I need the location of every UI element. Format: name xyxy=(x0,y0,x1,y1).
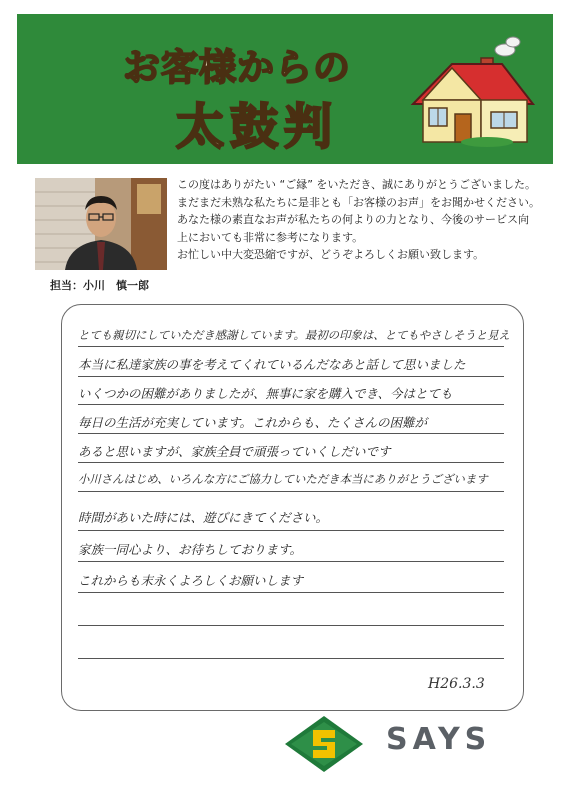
testimonial-line: あると思いますが、家族全員で頑張っていくしだいです xyxy=(78,444,391,459)
ruled-line xyxy=(78,530,504,531)
ruled-line xyxy=(78,433,504,434)
testimonial-line: これからも末永くよろしくお願いします xyxy=(78,573,304,588)
house-icon xyxy=(407,34,537,150)
testimonial-line: 小川さんはじめ、いろんな方にご協力していただき本当にありがとうございます xyxy=(78,472,488,486)
intro-line: お忙しい中大変恐縮ですが、どうぞよろしくお願い致します。 xyxy=(177,248,485,262)
ruled-line xyxy=(78,491,504,492)
ruled-line xyxy=(78,592,504,593)
page-title-line1: お客様からの xyxy=(123,46,351,89)
testimonial-line: とても親切にしていただき感謝しています。最初の印象は、とてもやさしそうと見え xyxy=(78,328,510,342)
intro-line: まだまだ未熟な私たちに是非とも「お客様のお声」をお聞かせください。 xyxy=(177,195,540,209)
ruled-line xyxy=(78,462,504,463)
says-logo-icon xyxy=(283,714,365,774)
ruled-line xyxy=(78,404,504,405)
page-title-line2: 太鼓判 xyxy=(176,99,339,155)
ruled-line xyxy=(78,658,504,659)
testimonial-date: H26.3.3 xyxy=(428,676,485,692)
ruled-line xyxy=(78,376,504,377)
testimonial-line: 家族一同心より、お待ちしております。 xyxy=(78,542,303,557)
intro-line: あなた様の素直なお声が私たちの何よりの力となり、今後のサービス向 xyxy=(177,213,529,227)
testimonial-line: 本当に私達家族の事を考えてくれているんだなあと話して思いました xyxy=(78,357,466,372)
testimonial-line: 時間があいた時には、遊びにきてください。 xyxy=(78,510,329,525)
ruled-line xyxy=(78,561,504,562)
ruled-line xyxy=(78,346,504,347)
testimonial-line: 毎日の生活が充実しています。これからも、たくさんの困難が xyxy=(78,415,428,430)
intro-message xyxy=(177,176,549,264)
ruled-line xyxy=(78,625,504,626)
intro-line: この度はありがたい “ご縁” をいただき、誠にありがとうございました。 xyxy=(177,178,536,191)
testimonial-line: いくつかの困難がありましたが、無事に家を購入でき、今はとても xyxy=(78,386,453,401)
intro-line: 上においても非常に参考になります。 xyxy=(177,230,364,244)
brand-name: SAYS xyxy=(386,722,492,757)
staff-name: 担当：小川 慎一郎 xyxy=(50,279,149,292)
staff-photo xyxy=(35,178,167,270)
